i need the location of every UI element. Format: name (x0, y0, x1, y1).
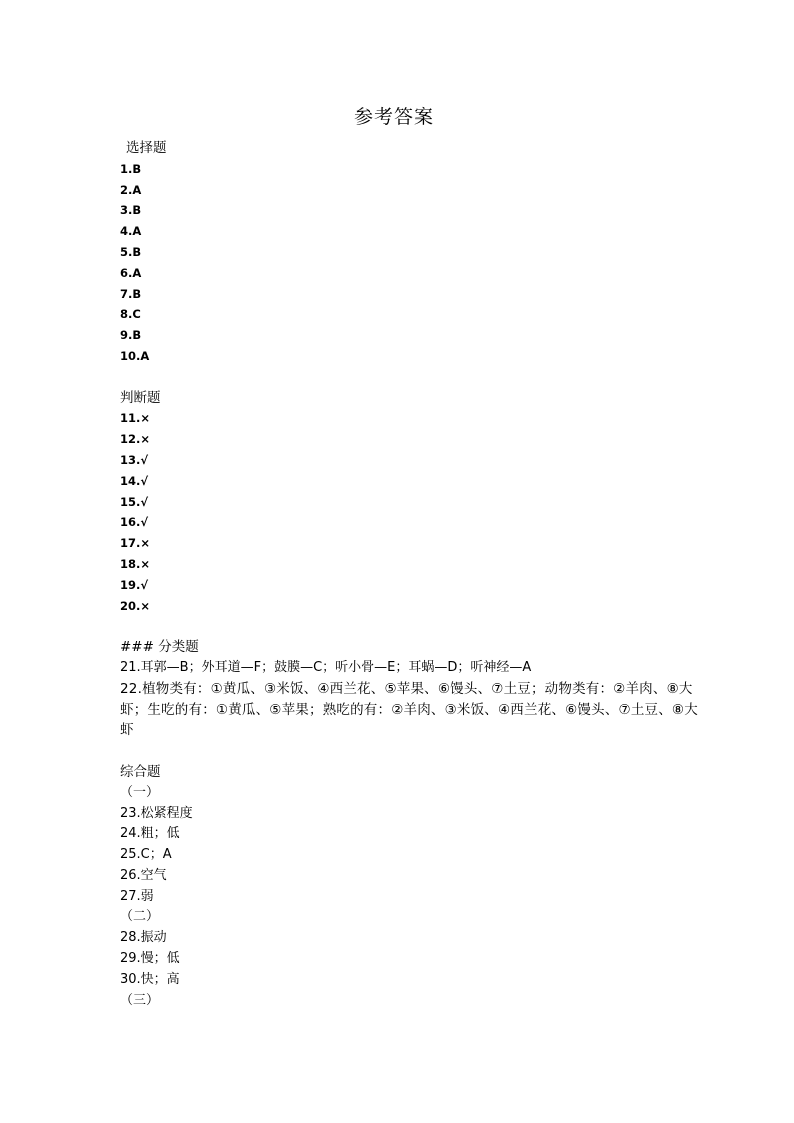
page-title: 参考答案 (353, 106, 434, 128)
answer-item: 11.× (120, 411, 151, 426)
answer-item: 7.B (120, 286, 142, 301)
answer-item: 25.C；A (120, 847, 172, 863)
answer-item: 23.松紧程度 (120, 805, 193, 821)
answer-item: 12.× (120, 432, 151, 447)
answer-item: 6.A (120, 265, 142, 280)
answer-item: 16.√ (120, 515, 149, 530)
answer-item: 26.空气 (120, 867, 167, 883)
answer-item: 1.B (120, 161, 142, 176)
answer-item: 10.A (120, 348, 150, 363)
answer-item: 27.弱 (120, 888, 154, 904)
answer-item: 17.× (120, 536, 151, 551)
spacer (120, 367, 710, 388)
answer-item: 8.C (120, 307, 141, 322)
answer-item: 9.B (120, 328, 142, 343)
answer-item: 20.× (120, 598, 151, 613)
answer-item: 29.慢；低 (120, 951, 180, 967)
subsection-label: （二） (120, 909, 160, 925)
subsection-label: （三） (120, 992, 160, 1008)
spacer (120, 741, 710, 762)
answer-item: 2.A (120, 182, 142, 197)
answer-item: 24.粗；低 (120, 826, 180, 842)
spacer (120, 616, 710, 637)
answer-q21: 21.耳郭—B；外耳道—F；鼓膜—C；听小骨—E；耳蜗—D；听神经—A (120, 659, 532, 675)
section-heading-judgment: 判断题 (120, 389, 161, 406)
answer-item: 30.快；高 (120, 971, 180, 987)
answer-item: 14.√ (120, 473, 149, 488)
answer-item: 5.B (120, 244, 142, 259)
answer-content (120, 138, 710, 1011)
subsection-label: （一） (120, 784, 160, 800)
answer-item: 4.A (120, 224, 142, 239)
answer-item: 15.√ (120, 494, 149, 509)
answer-q22: 22.植物类有：①黄瓜、③米饭、④西兰花、⑤苹果、⑥馒头、⑦土豆；动物类有：②羊肉、⑧大虾；生吃的有：①黄瓜、⑤苹果；熟吃的有：②羊肉、③米饭、④西兰花、⑥馒头、⑦土豆、⑧大虾 (120, 680, 698, 739)
answer-item: 18.× (120, 556, 151, 571)
section-heading-choice: 选择题 (126, 140, 167, 156)
section-heading-comprehensive: 综合题 (120, 763, 161, 780)
section-heading-classification: ### 分类题 (120, 639, 199, 656)
answer-item: 13.√ (120, 452, 149, 467)
answer-item: 28.振动 (120, 930, 167, 946)
answer-item: 19.√ (120, 577, 149, 592)
answer-item: 3.B (120, 203, 142, 218)
